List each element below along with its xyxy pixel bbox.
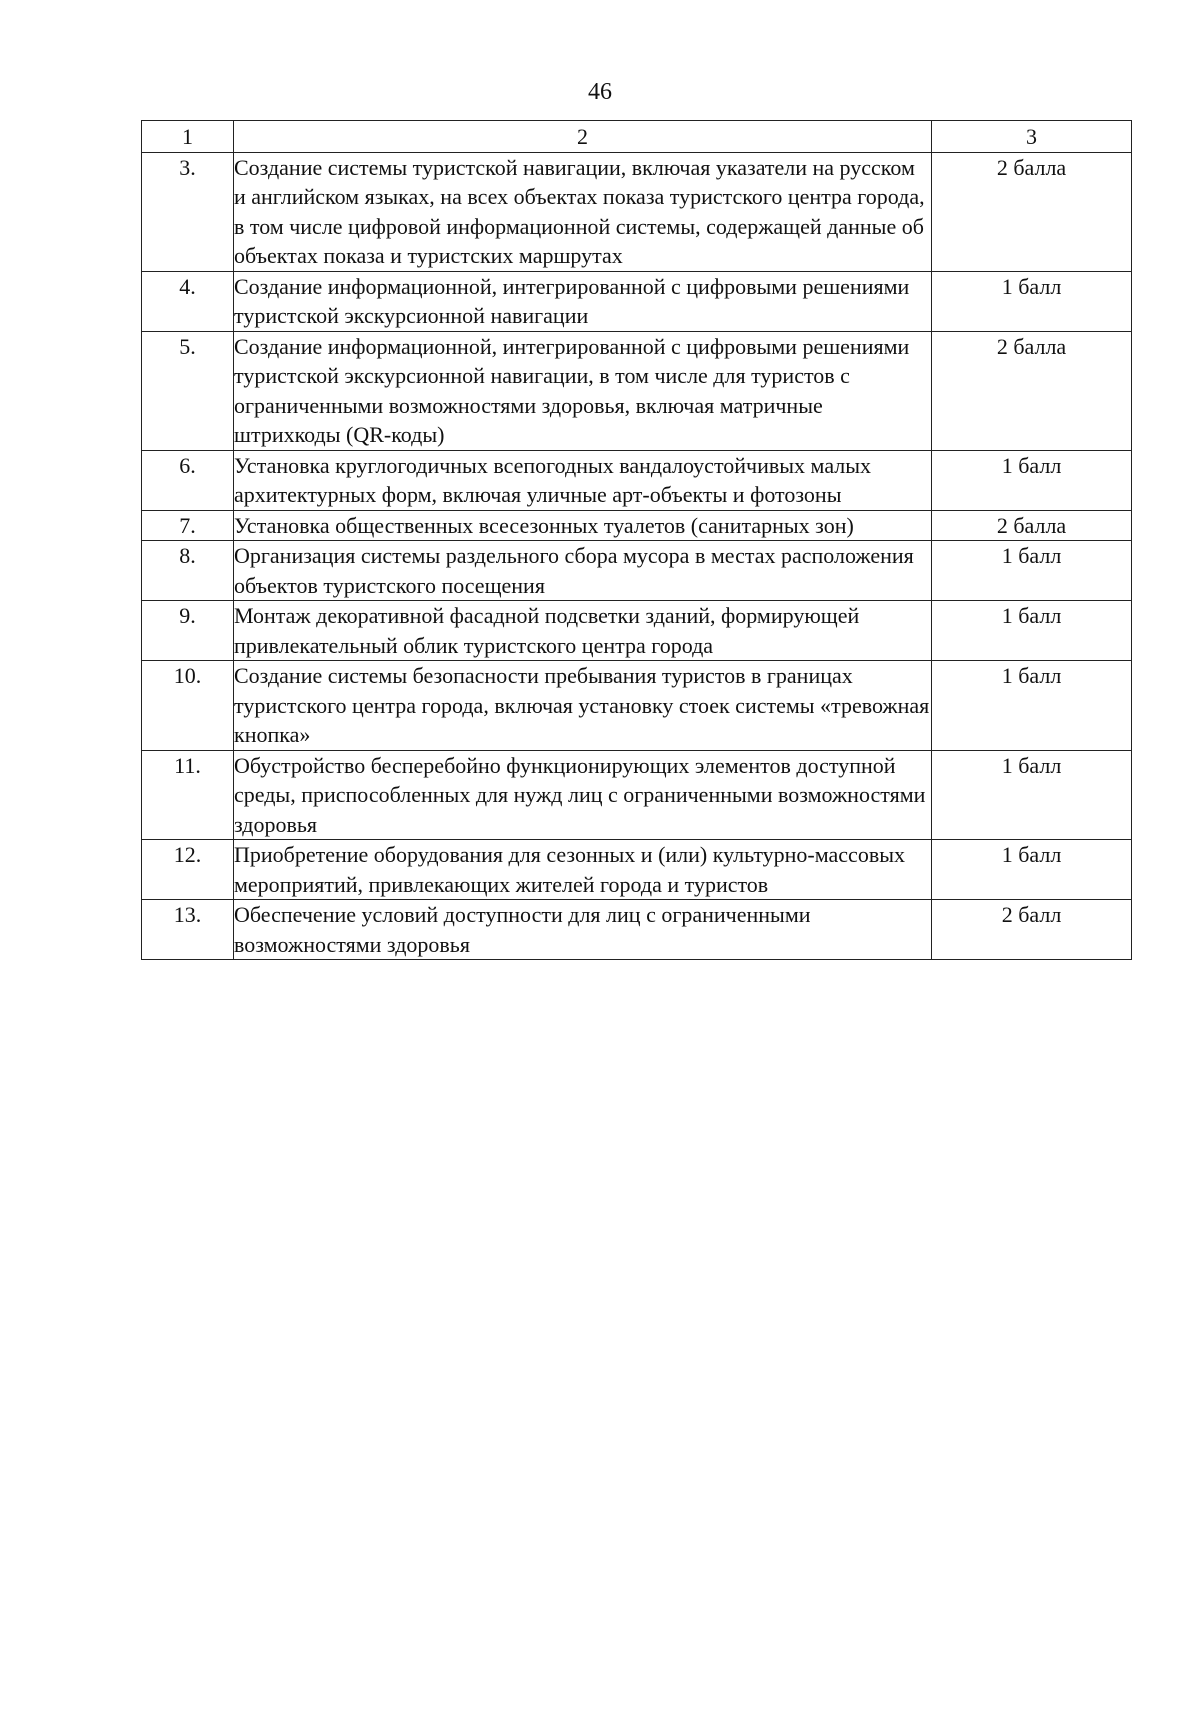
row-score: 1 балл	[932, 450, 1132, 510]
table-row	[142, 271, 1132, 331]
row-number: 3.	[142, 152, 234, 271]
column-header-3: 3	[932, 121, 1132, 153]
row-description: Создание системы безопасности пребывания туристов в границах туристского центра города, включая установку стоек системы «тревожная кнопка»	[234, 661, 932, 751]
row-description: Установка общественных всесезонных туалетов (санитарных зон)	[234, 510, 932, 541]
row-description: Приобретение оборудования для сезонных и (или) культурно-массовых мероприятий, привлекающих жителей города и туристов	[234, 840, 932, 900]
row-description: Создание информационной, интегрированной с цифровыми решениями туристской экскурсионной навигации, в том числе для туристов с ограниченными возможностями здоровья, включая матричные штрихкоды (QR-коды)	[234, 331, 932, 450]
row-description: Создание системы туристской навигации, включая указатели на русском и английском языках, на всех объектах показа туристского центра города, в том числе цифровой информационной системы, содержащей данные об объектах показа и туристских маршрутах	[234, 152, 932, 271]
row-number: 13.	[142, 900, 234, 960]
row-number: 8.	[142, 541, 234, 601]
table-row	[142, 510, 1132, 541]
row-score: 1 балл	[932, 271, 1132, 331]
row-description: Создание информационной, интегрированной с цифровыми решениями туристской экскурсионной навигации	[234, 271, 932, 331]
row-description: Обустройство бесперебойно функционирующих элементов доступной среды, приспособленных для нужд лиц с ограниченными возможностями здоровья	[234, 750, 932, 840]
table-row	[142, 900, 1132, 960]
column-header-1: 1	[142, 121, 234, 153]
row-score: 2 балла	[932, 510, 1132, 541]
table-row	[142, 601, 1132, 661]
table-row	[142, 450, 1132, 510]
page-number: 46	[588, 79, 612, 105]
row-number: 7.	[142, 510, 234, 541]
row-score: 2 балла	[932, 331, 1132, 450]
table-header-row	[142, 121, 1132, 153]
row-description: Монтаж декоративной фасадной подсветки зданий, формирующей привлекательный облик туристского центра города	[234, 601, 932, 661]
row-score: 1 балл	[932, 541, 1132, 601]
row-score: 2 балл	[932, 900, 1132, 960]
table-row	[142, 541, 1132, 601]
column-header-2: 2	[234, 121, 932, 153]
table-row	[142, 840, 1132, 900]
row-score: 1 балл	[932, 661, 1132, 751]
table-row	[142, 661, 1132, 751]
row-number: 11.	[142, 750, 234, 840]
row-number: 6.	[142, 450, 234, 510]
table-row	[142, 331, 1132, 450]
row-description: Установка круглогодичных всепогодных вандалоустойчивых малых архитектурных форм, включая уличные арт-объекты и фотозоны	[234, 450, 932, 510]
row-score: 2 балла	[932, 152, 1132, 271]
row-score: 1 балл	[932, 750, 1132, 840]
row-description: Обеспечение условий доступности для лиц с ограниченными возможностями здоровья	[234, 900, 932, 960]
table-row	[142, 152, 1132, 271]
row-number: 5.	[142, 331, 234, 450]
row-description: Организация системы раздельного сбора мусора в местах расположения объектов туристского посещения	[234, 541, 932, 601]
table-row	[142, 750, 1132, 840]
criteria-table	[141, 120, 1132, 960]
row-score: 1 балл	[932, 840, 1132, 900]
row-score: 1 балл	[932, 601, 1132, 661]
row-number: 4.	[142, 271, 234, 331]
row-number: 12.	[142, 840, 234, 900]
row-number: 10.	[142, 661, 234, 751]
row-number: 9.	[142, 601, 234, 661]
